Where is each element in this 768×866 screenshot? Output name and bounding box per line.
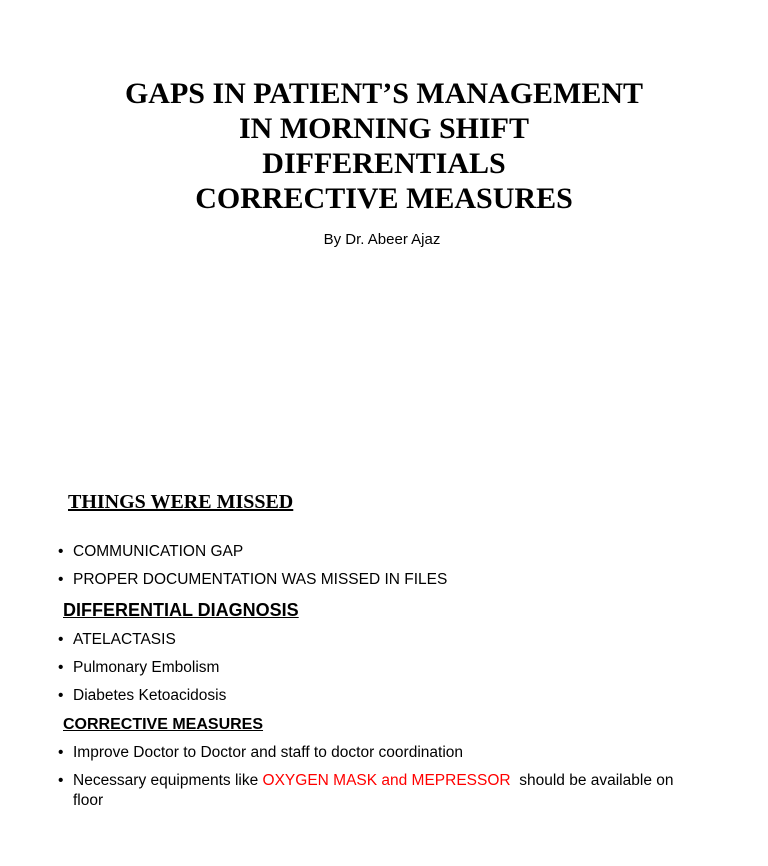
list-item-text: ATELACTASIS <box>73 631 176 648</box>
list-item <box>0 686 693 706</box>
list-item-text: COMMUNICATION GAP <box>73 543 244 560</box>
list-item <box>0 542 693 562</box>
slide-title <box>0 76 768 216</box>
title-line: GAPS IN PATIENT’S MANAGEMENT <box>124 77 644 110</box>
bullet-icon: • <box>58 744 64 761</box>
list-item-text: Diabetes Ketoacidosis <box>73 687 227 704</box>
list-item-text-after: should be available on floor <box>73 772 678 809</box>
title-line: DIFFERENTIALS <box>262 147 506 180</box>
list-item <box>0 771 693 811</box>
list-item <box>0 630 693 650</box>
title-line: IN MORNING SHIFT <box>238 112 530 145</box>
differential-diagnosis-list <box>0 630 693 714</box>
list-item <box>0 743 693 763</box>
corrective-measures-heading: CORRECTIVE MEASURES <box>63 716 264 733</box>
list-item-text: Improve Doctor to Doctor and staff to doctor coordination <box>73 744 463 761</box>
bullet-icon: • <box>58 631 64 648</box>
list-item-text: PROPER DOCUMENTATION WAS MISSED IN FILES <box>73 571 448 588</box>
bullet-icon: • <box>58 571 64 588</box>
bullet-icon: • <box>58 772 64 789</box>
bullet-icon: • <box>58 543 64 560</box>
differential-diagnosis-heading: DIFFERENTIAL DIAGNOSIS <box>63 600 299 620</box>
list-item <box>0 658 693 678</box>
things-missed-heading: THINGS WERE MISSED <box>68 491 294 513</box>
list-item <box>0 570 693 590</box>
author-byline: By Dr. Abeer Ajaz <box>323 231 441 248</box>
highlighted-equipment-text: OXYGEN MASK and MEPRESSOR <box>262 772 511 789</box>
title-line: CORRECTIVE MEASURES <box>195 182 573 215</box>
list-item-text: Pulmonary Embolism <box>73 659 220 676</box>
things-missed-list <box>0 542 693 598</box>
bullet-icon: • <box>58 687 64 704</box>
list-item-text-before: Necessary equipments like <box>73 772 263 789</box>
corrective-measures-list <box>0 743 693 819</box>
bullet-icon: • <box>58 659 64 676</box>
